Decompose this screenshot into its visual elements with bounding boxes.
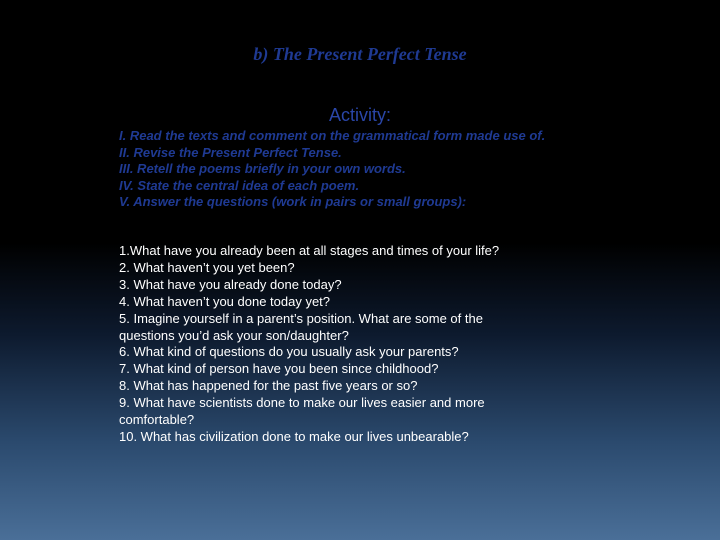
question-item: 2. What haven’t you yet been? xyxy=(119,259,295,275)
question-item: 1.What have you already been at all stages and times of your life? xyxy=(119,243,500,258)
task-item: II. Revise the Present Perfect Tense. xyxy=(119,144,342,160)
question-item: 4. What haven’t you done today yet? xyxy=(119,293,331,309)
question-item: 6. What kind of questions do you usually ask your parents? xyxy=(119,344,459,360)
task-item: I. Read the texts and comment on the grammatical form made use of. xyxy=(119,128,546,143)
slide-title: b) The Present Perfect Tense xyxy=(253,44,467,64)
question-item: 10. What has civilization done to make our lives unbearable? xyxy=(119,428,469,444)
question-list xyxy=(119,243,539,446)
task-item: V. Answer the questions (work in pairs or small groups): xyxy=(119,194,467,209)
task-item: III. Retell the poems briefly in your own words. xyxy=(119,161,406,176)
task-item: IV. State the central idea of each poem. xyxy=(119,177,360,193)
question-item: 3. What have you already done today? xyxy=(119,276,342,292)
question-item: 9. What have scientists done to make our lives easier and more comfortable? xyxy=(119,395,485,428)
question-item: 8. What has happened for the past five years or so? xyxy=(119,378,418,394)
activity-heading: Activity: xyxy=(328,105,391,125)
question-item: 7. What kind of person have you been since childhood? xyxy=(119,361,439,377)
question-item: 5. Imagine yourself in a parent’s position. What are some of the questions you’d ask your son/daughter? xyxy=(119,310,483,343)
task-list xyxy=(119,128,559,211)
